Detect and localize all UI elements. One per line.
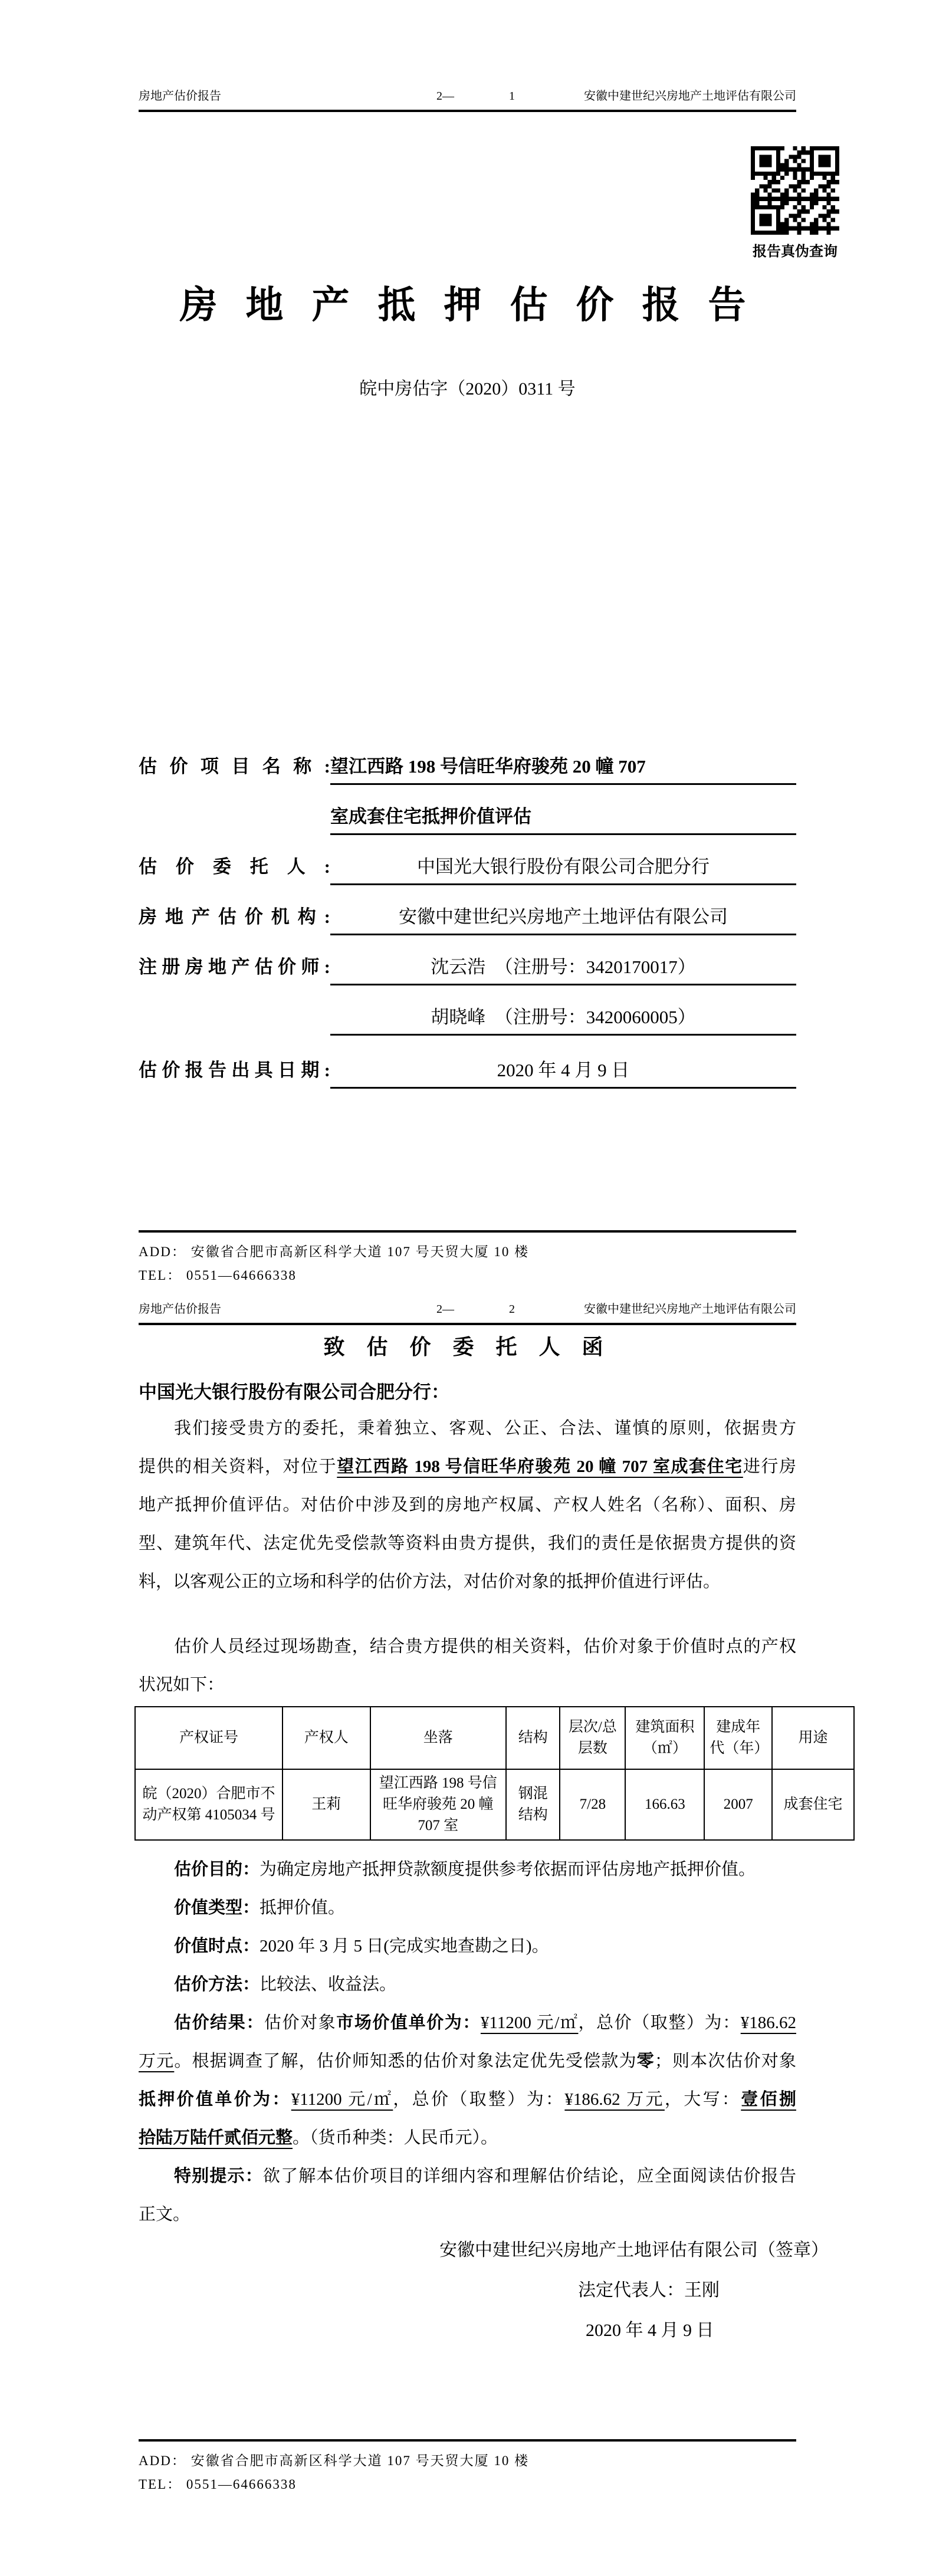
report-number: 皖中房估字（2020）0311 号 <box>359 379 576 399</box>
col-floor: 层次/总层数 <box>560 1707 625 1769</box>
page1-running-header <box>139 87 796 105</box>
body-line <box>139 1409 796 1448</box>
signature-legal-representative: 法定代表人：王刚 <box>578 2281 720 2300</box>
header-company-name: 安徽中建世纪兴房地产土地评估有限公司 <box>584 90 796 103</box>
text-segment: ；则本次估价对象 <box>654 2052 796 2071</box>
text-segment: 望江西路 198 号信旺华府骏苑 20 幢 707 室成套住宅 <box>337 1457 743 1476</box>
body-line <box>139 2157 796 2196</box>
text-segment: 抵押价值。 <box>260 1898 346 1917</box>
field-value: 室成套住宅抵押价值评估 <box>330 800 796 835</box>
body-line <box>139 1666 796 1704</box>
field-label: 估价项目名称: <box>139 756 330 777</box>
header-rule <box>139 110 796 112</box>
col-location: 坐落 <box>370 1707 506 1769</box>
header-company-name: 安徽中建世纪兴房地产土地评估有限公司 <box>584 1303 796 1316</box>
text-segment: 壹佰捌 <box>741 2090 796 2109</box>
text-segment: 估价人员经过现场勘查，结合贵方提供的相关资料，估价对象于价值时点的产权 <box>174 1637 796 1656</box>
cell-use: 成套住宅 <box>772 1769 854 1840</box>
field-label: 估价委托人: <box>139 856 330 877</box>
body-line <box>139 1524 796 1563</box>
body-line <box>139 2042 796 2081</box>
text-segment: 2020 年 3 月 5 日(完成实地查勘之日)。 <box>260 1937 549 1956</box>
text-segment: 市场价值单价为： <box>336 2013 481 2032</box>
cover-fields <box>139 750 796 1104</box>
cover-field-row <box>139 800 796 850</box>
signature-block <box>139 2230 829 2351</box>
text-segment: 拾陆万陆仟贰佰元整 <box>139 2128 293 2147</box>
body-line <box>139 2004 796 2042</box>
text-segment: 为确定房地产抵押贷款额度提供参考依据而评估房地产抵押价值。 <box>260 1860 756 1879</box>
signature-company: 安徽中建世纪兴房地产土地评估有限公司（签章） <box>439 2240 829 2260</box>
text-segment: 欲了解本估价项目的详细内容和理解估价结论，应全面阅读估价报告 <box>262 2167 796 2186</box>
text-segment: 进行房 <box>743 1457 796 1476</box>
text-segment: 正文。 <box>139 2205 191 2224</box>
footer-rule <box>139 1230 796 1233</box>
report-title: 房 地 产 抵 押 估 价 报 告 <box>179 284 756 326</box>
col-area: 建筑面积（㎡） <box>625 1707 704 1769</box>
letter-title: 致 估 价 委 托 人 函 <box>323 1335 612 1359</box>
text-segment: ，大写： <box>664 2090 741 2109</box>
text-segment: ¥186.62 万元 <box>564 2090 665 2109</box>
cover-field-row <box>139 1054 796 1104</box>
header-rule <box>139 1323 796 1325</box>
header-page-number: 1 <box>509 90 515 103</box>
cell-structure: 钢混结构 <box>506 1769 560 1840</box>
body-line <box>139 1563 796 1601</box>
field-label: 注册房地产估价师: <box>139 957 330 977</box>
body-line <box>139 1448 796 1486</box>
text-segment: 型、建筑年代、法定优先受偿款等资料由贵方提供，我们的责任是依据贵方提供的资 <box>139 1534 796 1553</box>
col-year-built: 建成年代（年） <box>704 1707 772 1769</box>
body-line <box>139 1927 796 1966</box>
text-segment: 地产抵押价值评估。对估价中涉及到的房地产权属、产权人姓名（名称）、面积、房 <box>139 1496 796 1514</box>
cell-floor: 7/28 <box>560 1769 625 1840</box>
text-segment: 我们接受贵方的委托，秉着独立、客观、公正、合法、谨慎的原则，依据贵方 <box>174 1419 796 1438</box>
col-certificate-no: 产权证号 <box>135 1707 283 1769</box>
field-value: 胡晓峰 （注册号：3420060005） <box>330 1001 796 1036</box>
cover-field-row <box>139 850 796 901</box>
cell-location: 望江西路 198 号信旺华府骏苑 20 幢 707 室 <box>370 1769 506 1840</box>
header-doc-type: 房地产估价报告 <box>139 1303 221 1316</box>
cell-certificate-no: 皖（2020）合肥市不动产权第 4105034 号 <box>135 1769 283 1840</box>
header-volume: 2— <box>436 90 454 103</box>
text-segment: ¥186.62 <box>740 2013 796 2032</box>
body-line <box>139 1966 796 2004</box>
table-header-row <box>135 1707 854 1769</box>
footer-telephone: TEL： 0551—64666338 <box>139 1268 297 1283</box>
cell-area: 166.63 <box>625 1769 704 1840</box>
letter-salutation: 中国光大银行股份有限公司合肥分行： <box>139 1382 449 1402</box>
col-use: 用途 <box>772 1707 854 1769</box>
field-label <box>139 800 330 833</box>
property-rights-table <box>134 1706 855 1841</box>
field-value: 中国光大银行股份有限公司合肥分行 <box>330 850 796 885</box>
header-page-number: 2 <box>509 1303 515 1316</box>
text-segment: 状况如下： <box>139 1675 225 1694</box>
body-line <box>139 1889 796 1927</box>
text-segment: ¥11200 元/㎡ <box>480 2013 579 2032</box>
text-segment: 万元 <box>139 2052 175 2071</box>
body-line <box>139 1628 796 1666</box>
field-label <box>139 1001 330 1034</box>
text-segment: 料，以客观公正的立场和科学的估价方法，对估价对象的抵押价值进行评估。 <box>139 1572 721 1591</box>
body-line <box>139 2081 796 2119</box>
text-segment: 估价方法： <box>174 1975 260 1994</box>
body-line <box>139 1486 796 1524</box>
text-segment: 估价目的： <box>174 1860 260 1879</box>
col-owner: 产权人 <box>283 1707 370 1769</box>
footer-address: ADD： 安徽省合肥市高新区科学大道 107 号天贸大厦 10 楼 <box>139 1244 530 1259</box>
field-value: 安徽中建世纪兴房地产土地评估有限公司 <box>330 901 796 935</box>
text-segment: 。（货币种类：人民币元）。 <box>293 2128 498 2147</box>
text-segment: ，总价（取整）为： <box>578 2013 741 2032</box>
text-segment: 估价对象 <box>264 2013 337 2032</box>
body-line <box>139 1851 796 1889</box>
cell-owner: 王莉 <box>283 1769 370 1840</box>
text-segment: 提供的相关资料，对位于 <box>139 1457 337 1476</box>
cover-field-row <box>139 750 796 800</box>
footer-rule <box>139 2439 796 2442</box>
body-line <box>139 2196 796 2234</box>
text-segment: 价值类型： <box>174 1898 260 1917</box>
page2-running-header <box>139 1300 796 1318</box>
text-segment: 估价结果： <box>174 2013 264 2032</box>
footer-telephone: TEL： 0551—64666338 <box>139 2477 297 2492</box>
appraisal-result-section <box>139 1851 796 2234</box>
qr-caption: 报告真伪查询 <box>753 244 838 259</box>
field-label: 房地产估价机构: <box>139 906 330 927</box>
letter-body <box>139 1409 796 1704</box>
text-segment: ，总价（取整）为： <box>393 2090 565 2109</box>
col-structure: 结构 <box>506 1707 560 1769</box>
table-row <box>135 1769 854 1840</box>
cover-field-row <box>139 901 796 951</box>
footer-address: ADD： 安徽省合肥市高新区科学大道 107 号天贸大厦 10 楼 <box>139 2453 530 2468</box>
qr-code <box>751 146 839 235</box>
header-volume: 2— <box>436 1303 454 1316</box>
header-doc-type: 房地产估价报告 <box>139 90 221 103</box>
cover-field-row <box>139 951 796 1001</box>
text-segment: 。根据调查了解，估价师知悉的估价对象法定优先受偿款为 <box>174 2052 637 2071</box>
text-segment: ¥11200 元/㎡ <box>291 2090 393 2109</box>
signature-date: 2020 年 4 月 9 日 <box>586 2321 714 2340</box>
body-line <box>139 2119 796 2157</box>
text-segment: 特别提示： <box>174 2167 263 2186</box>
field-value: 沈云浩 （注册号：3420170017） <box>330 951 796 985</box>
text-segment: 比较法、收益法。 <box>260 1975 397 1994</box>
cover-field-row <box>139 1001 796 1051</box>
cell-year-built: 2007 <box>704 1769 772 1840</box>
text-segment: 价值时点： <box>174 1937 260 1956</box>
qr-code-image <box>751 146 839 235</box>
field-label: 估价报告出具日期: <box>139 1060 330 1080</box>
text-segment: 零 <box>636 2052 655 2071</box>
field-value: 望江西路 198 号信旺华府骏苑 20 幢 707 <box>330 750 796 785</box>
text-segment: 抵押价值单价为： <box>139 2090 291 2109</box>
field-value: 2020 年 4 月 9 日 <box>330 1054 796 1089</box>
